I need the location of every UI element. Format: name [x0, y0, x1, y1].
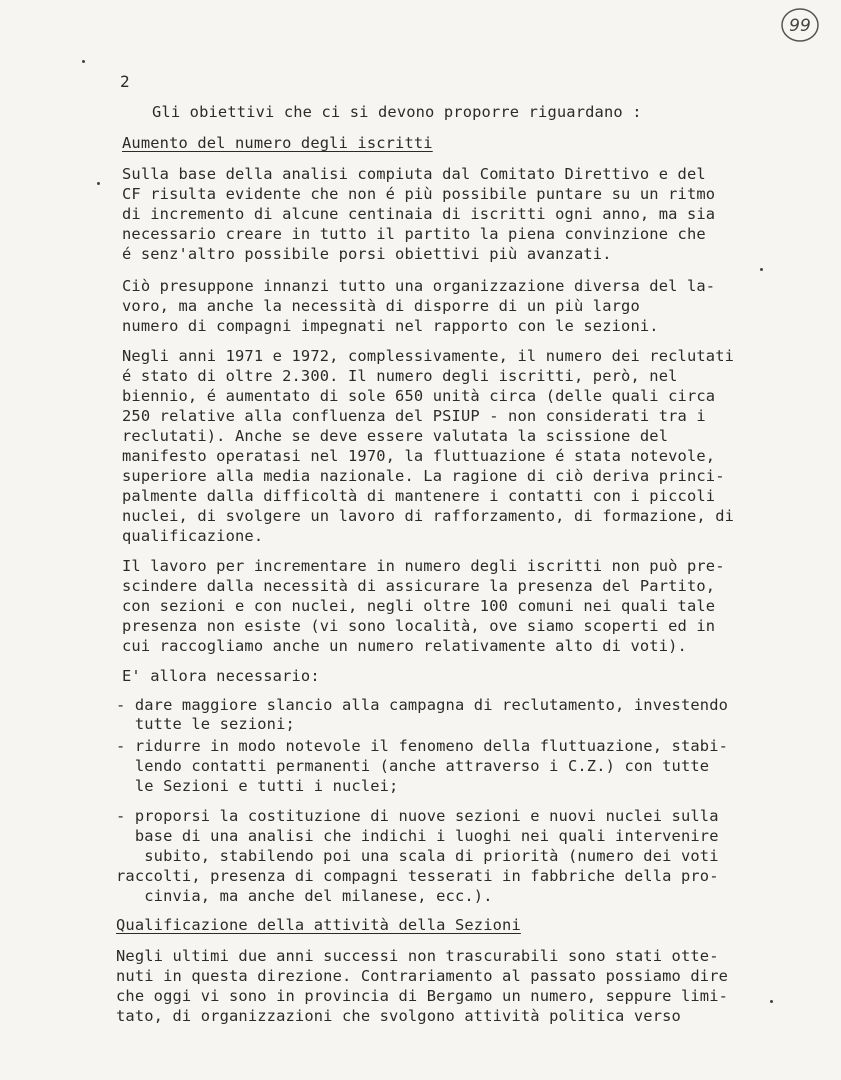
- list-item: le Sezioni e tutti i nuclei;: [116, 777, 399, 795]
- section-heading-sezioni: Qualificazione della attività della Sezioni: [116, 916, 521, 934]
- text-line: presenza non esiste (vi sono località, ove siamo scoperti ed in: [122, 617, 716, 635]
- list-item: base di una analisi che indichi i luoghi nei quali intervenire: [116, 827, 719, 845]
- text-line: con sezioni e con nuclei, negli oltre 100 comuni nei quali tale: [122, 597, 716, 615]
- intro-line: Gli obiettivi che ci si devono proporre riguardano :: [152, 103, 642, 121]
- text-line: é senz'altro possibile porsi obiettivi più avanzati.: [122, 245, 612, 263]
- text-line: nuti in questa direzione. Contrariamento al passato possiamo dire: [116, 967, 729, 985]
- list-item: raccolti, presenza di compagni tesserati in fabbriche della pro-: [116, 867, 719, 885]
- text-line: scindere dalla necessità di assicurare la presenza del Partito,: [122, 577, 716, 595]
- text-line: necessario creare in tutto il partito la piena convinzione che: [122, 225, 706, 243]
- section-heading-iscritti: Aumento del numero degli iscritti: [122, 134, 433, 152]
- text-line: superiore alla media nazionale. La ragione di ciò deriva princi-: [122, 467, 725, 485]
- page-stamp: [780, 6, 820, 44]
- text-line: Sulla base della analisi compiuta dal Comitato Direttivo e del: [122, 165, 706, 183]
- text-line: reclutati). Anche se deve essere valutata la scissione del: [122, 427, 669, 445]
- margin-mark: [760, 268, 763, 271]
- text-line: numero di compagni impegnati nel rapporto con le sezioni.: [122, 317, 659, 335]
- list-item: tutte le sezioni;: [116, 715, 295, 733]
- text-line: voro, ma anche la necessità di disporre di un più largo: [122, 297, 640, 315]
- list-item: subito, stabilendo poi una scala di priorità (numero dei voti: [116, 847, 719, 865]
- text-line: 250 relative alla confluenza del PSIUP - non considerati tra i: [122, 407, 706, 425]
- text-line: é stato di oltre 2.300. Il numero degli iscritti, però, nel: [122, 367, 678, 385]
- margin-mark: [770, 1000, 773, 1003]
- list-item: lendo contatti permanenti (anche attraverso i C.Z.) con tutte: [116, 757, 710, 775]
- text-line: biennio, é aumentato di sole 650 unità circa (delle quali circa: [122, 387, 716, 405]
- text-line: Ciò presuppone innanzi tutto una organizzazione diversa del la-: [122, 277, 716, 295]
- list-item: cinvia, ma anche del milanese, ecc.).: [116, 887, 493, 905]
- page-number: 2: [120, 72, 131, 91]
- list-item: - ridurre in modo notevole il fenomeno della fluttuazione, stabi-: [116, 737, 729, 755]
- text-line: Negli ultimi due anni successi non trascurabili sono stati otte-: [116, 947, 719, 965]
- list-item: - dare maggiore slancio alla campagna di reclutamento, investendo: [116, 696, 729, 714]
- text-line: E' allora necessario:: [122, 667, 320, 685]
- text-line: che oggi vi sono in provincia di Bergamo un numero, seppure limi-: [116, 987, 729, 1005]
- text-line: Negli anni 1971 e 1972, complessivamente, il numero dei reclutati: [122, 347, 735, 365]
- text-line: cui raccogliamo anche un numero relativamente alto di voti).: [122, 637, 687, 655]
- text-line: tato, di organizzazioni che svolgono attività politica verso: [116, 1007, 681, 1025]
- text-line: nuclei, di svolgere un lavoro di rafforzamento, di formazione, di: [122, 507, 735, 525]
- margin-mark: [82, 60, 85, 63]
- text-line: qualificazione.: [122, 527, 264, 545]
- text-line: CF risulta evidente che non é più possibile puntare su un ritmo: [122, 185, 716, 203]
- text-line: Il lavoro per incrementare in numero degli iscritti non può pre-: [122, 557, 725, 575]
- text-line: palmente dalla difficoltà di mantenere i contatti con i piccoli: [122, 487, 716, 505]
- list-item: - proporsi la costituzione di nuove sezioni e nuovi nuclei sulla: [116, 807, 719, 825]
- text-line: manifesto operatasi nel 1970, la fluttuazione é stata notevole,: [122, 447, 716, 465]
- stamp-number: 99: [789, 16, 811, 36]
- text-line: di incremento di alcune centinaia di iscritti ogni anno, ma sia: [122, 205, 716, 223]
- margin-mark: [97, 182, 100, 185]
